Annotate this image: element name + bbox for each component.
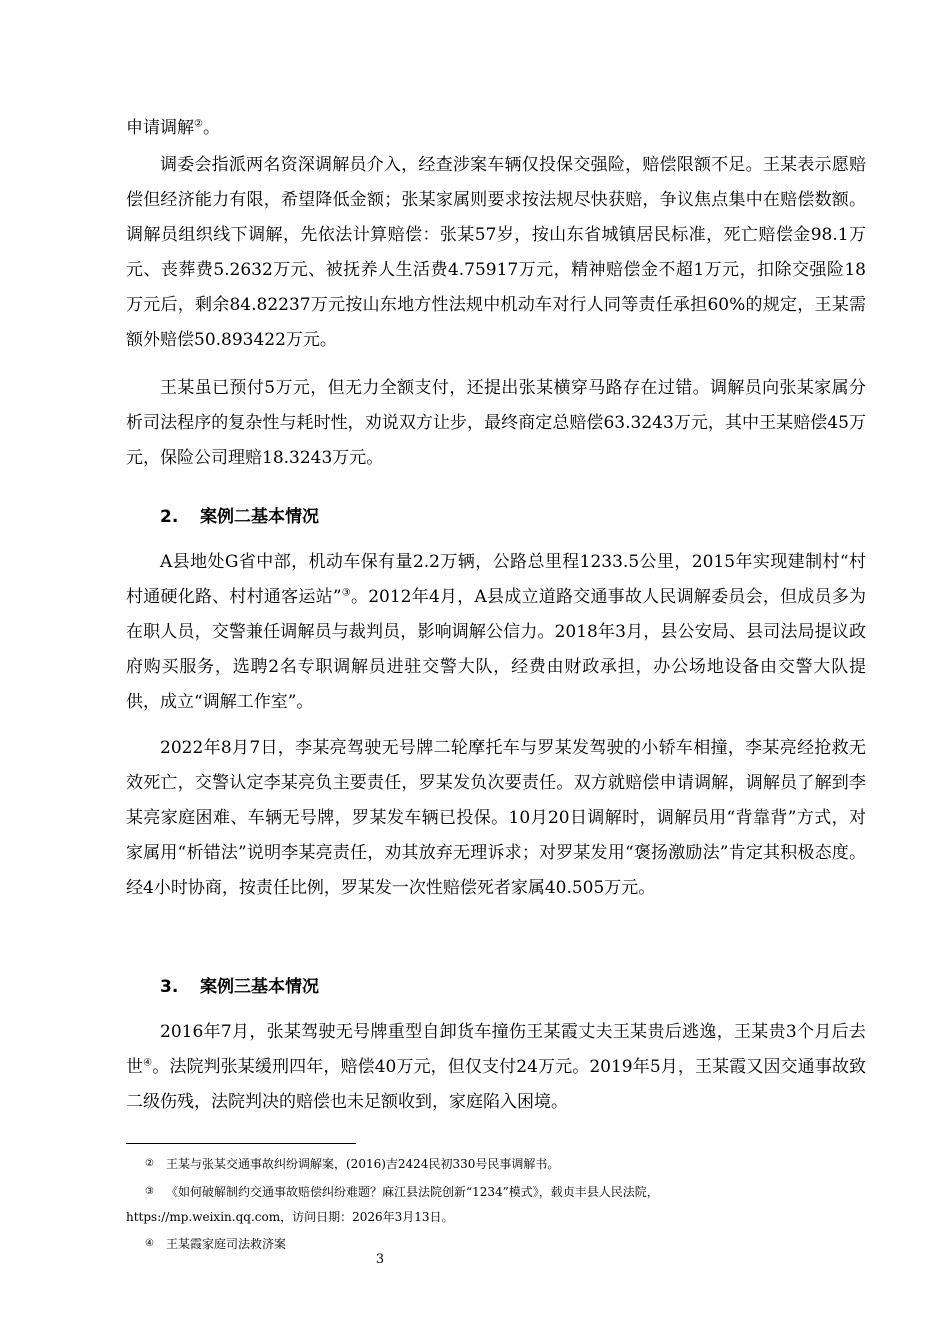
footnote-mark: ④ <box>145 1238 154 1249</box>
footnote-3 <box>126 1181 866 1203</box>
footnote-mark: ③ <box>145 1186 154 1197</box>
paragraph-text: A县地处G省中部，机动车保有量2.2万辆，公路总里程1233.5公里，2015年实现建制村“村村通硬化路、村村通客运站” <box>126 552 866 607</box>
paragraph-text: 2016年7月，张某驾驶无号牌重型自卸货车撞伤王某霞丈夫王某贵后逃逸，王某贵3个月后去世 <box>126 1022 866 1077</box>
heading-title: 案例三基本情况 <box>200 977 319 997</box>
paragraph-text: 王某虽已预付5万元，但无力全额支付，还提出张某横穿马路存在过错。调解员向张某家属分析司法程序的复杂性与耗时性，劝说双方让步，最终商定总赔偿63.3243万元，其中王某赔偿45万元，保险公司理赔18.3243万元。 <box>126 378 866 468</box>
footnote-mark: ② <box>145 1158 154 1169</box>
paragraph-4 <box>126 731 866 906</box>
footnote-url[interactable]: https://mp.weixin.qq.com，访问日期：2026年3月13日。 <box>126 1210 454 1224</box>
footnote-3-continuation <box>126 1206 866 1228</box>
heading-number: 2. <box>160 507 179 527</box>
section-heading-3 <box>160 970 319 1005</box>
footnote-ref[interactable]: ② <box>194 118 203 130</box>
page-number: 3 <box>375 1252 385 1267</box>
paragraph-text: 调委会指派两名资深调解员介入，经查涉案车辆仅投保交强险，赔偿限额不足。王某表示愿赔偿但经济能力有限，希望降低金额；张某家属则要求按法规尽快获赔，争议焦点集中在赔偿数额。调解员组织线下调解，先依法计算赔偿：张某57岁，按山东省城镇居民标准，死亡赔偿金98.1万元、丧葬费5.2632万元、被抚养人生活费4.75917万元，精神赔偿金不超1万元，扣除交强险18万元后，剩余84.82237万元按山东地方性法规中机动车对行人同等责任承担60%的规定，王某需额外赔偿50.893422万元。 <box>126 155 866 350</box>
footnote-text: 王某霞家庭司法救济案 <box>166 1237 287 1251</box>
paragraph-5: 2016年7月，张某驾驶无号牌重型自卸货车撞伤王某霞丈夫王某贵后逃逸，王某贵3个月后去世④。法院判张某缓刑四年，赔偿40万元，但仅支付24万元。2019年5月，王某霞又因交通事故致二级伤残，法院判决的赔偿也未足额收到，家庭陷入困境。 <box>126 1022 867 1112</box>
paragraph-text: 2022年8月7日，李某亮驾驶无号牌二轮摩托车与罗某发驾驶的小轿车相撞，李某亮经抢救无效死亡，交警认定李某亮负主要责任，罗某发负次要责任。双方就赔偿申请调解，调解员了解到李某亮家庭困难、车辆无号牌，罗某发车辆已投保。10月20日调解时，调解员用“背靠背”方式，对家属用“析错法”说明李某亮责任，劝其放弃无理诉求；对罗某发用“褒扬激励法”肯定其积极态度。经4小时协商，按责任比例，罗某发一次性赔偿死者家属40.505万元。 <box>126 738 866 898</box>
paragraph-0: 申请调解②。 <box>126 118 220 138</box>
footnote-text: 王某与张某交通事故纠纷调解案，(2016)吉2424民初330号民事调解书。 <box>166 1157 560 1171</box>
paragraph-1 <box>126 148 866 358</box>
section-heading-2 <box>160 500 319 535</box>
heading-number: 3. <box>160 977 179 997</box>
footnote-text: 《如何破解制约交通事故赔偿纠纷难题？麻江县法院创新“1234”模式》，载贞丰县人民法院， <box>166 1185 659 1199</box>
paragraph-2 <box>126 371 866 476</box>
footnote-ref[interactable]: ④ <box>143 1057 153 1069</box>
footnote-separator <box>126 1143 356 1144</box>
footnote-ref[interactable]: ③ <box>341 587 351 599</box>
paragraph-3: A县地处G省中部，机动车保有量2.2万辆，公路总里程1233.5公里，2015年实现建制村“村村通硬化路、村村通客运站”③。2012年4月，A县成立道路交通事故人民调解委员会，但成员多为在职人员，交警兼任调解员与裁判员，影响调解公信力。2018年3月，县公安局、县司法局提议政府购买服务，选聘2名专职调解员进驻交警大队，经费由财政承担，办公场地设备由交警大队提供，成立“调解工作室”。 <box>126 552 867 712</box>
paragraph-text: 申请调解 <box>126 118 194 138</box>
footnote-2 <box>126 1153 866 1175</box>
heading-title: 案例二基本情况 <box>200 507 319 527</box>
